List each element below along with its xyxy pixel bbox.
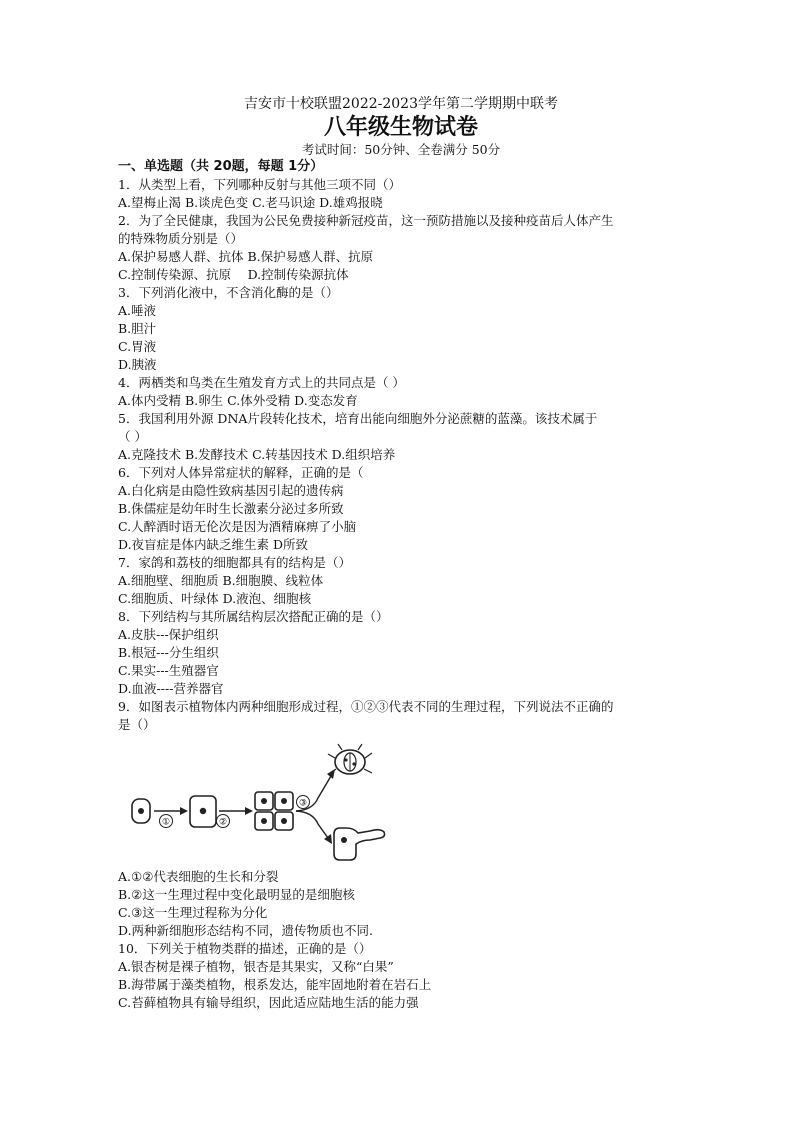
question-option: C.胃液 (118, 339, 157, 354)
question-stem: 7．家鸽和荔枝的细胞都具有的结构是（） (118, 555, 351, 570)
exam-title: 吉安市十校联盟2022-2023学年第二学期期中联考 (244, 96, 558, 112)
question-stem: （ ） (118, 429, 147, 444)
question-option: B.根冠---分生组织 (118, 645, 219, 660)
question-4 (118, 374, 684, 410)
cell-differentiation-figure (118, 736, 388, 864)
question-option: A.细胞壁、细胞质 B.细胞膜、线粒体 (118, 573, 324, 588)
step-label-1: ① (161, 817, 171, 828)
stoma-cell-drawing (328, 744, 372, 774)
question-option: A.①②代表细胞的生长和分裂 (118, 869, 279, 884)
cell-nucleus (261, 818, 267, 824)
cell-nucleus (261, 798, 267, 804)
question-option: C.细胞质、叶绿体 D.液泡、细胞核 (118, 591, 312, 606)
question-option: B.海带属于藻类植物，根系发达，能牢固地附着在岩石上 (118, 977, 432, 992)
question-option: C.苔藓植物具有输导组织，因此适应陆地生活的能力强 (118, 995, 419, 1010)
arrow-head (324, 834, 332, 844)
question-stem: 10．下列关于植物类群的描述，正确的是（） (118, 941, 372, 956)
question-option: A.体内受精 B.卵生 C.体外受精 D.变态发育 (118, 393, 358, 408)
root-hair-cell-drawing (334, 828, 385, 860)
question-option: A.白化病是由隐性致病基因引起的遗传病 (118, 483, 344, 498)
step-label-2: ② (218, 817, 228, 828)
cell-differentiation-diagram (118, 736, 388, 864)
question-1 (118, 176, 684, 212)
question-option: B.②这一生理过程中变化最明显的是细胞核 (118, 887, 355, 902)
cell-nucleus (200, 808, 206, 814)
question-7 (118, 554, 684, 608)
exam-info: 考试时间：50分钟、全卷满分 50分 (301, 142, 501, 157)
question-option: A.保护易感人群、抗体 B.保护易感人群、抗原 (118, 249, 374, 264)
question-option: C.果实---生殖器官 (118, 663, 219, 678)
question-stem: 是（） (118, 717, 156, 732)
question-option: A.望梅止渴 B.谈虎色变 C.老马识途 D.雄鸡报晓 (118, 195, 383, 210)
question-option: D.两种新细胞形态结构不同，遗传物质也不同. (118, 923, 374, 938)
section-heading: 一、单选题（共 20题，每题 1分） (118, 159, 324, 174)
question-2 (118, 212, 684, 284)
question-stem: 6．下列对人体异常症状的解释，正确的是（ (118, 465, 364, 480)
cell-nucleus (138, 808, 144, 814)
question-stem: 4．两栖类和鸟类在生殖发育方式上的共同点是（ ） (118, 375, 405, 390)
question-9 (118, 698, 684, 940)
question-option: D.血液----营养器官 (118, 681, 224, 696)
question-option: D.胰液 (118, 357, 157, 372)
question-option: A.克隆技术 B.发酵技术 C.转基因技术 D.组织培养 (118, 447, 396, 462)
question-stem: 的特殊物质分别是（） (118, 231, 244, 246)
question-stem: 8．下列结构与其所属结构层次搭配正确的是（） (118, 609, 389, 624)
step-label-3: ③ (298, 798, 308, 809)
question-option: A.银杏树是裸子植物，银杏是其果实，又称“白果” (118, 959, 394, 974)
question-option: D.夜盲症是体内缺乏维生素 D所致 (118, 537, 309, 552)
question-option: B.侏儒症是幼年时生长激素分泌过多所致 (118, 501, 344, 516)
question-6 (118, 464, 684, 554)
question-option: C.③这一生理过程称为分化 (118, 905, 268, 920)
question-stem: 5．我国利用外源 DNA片段转化技术，培育出能向细胞外分泌蔗糖的蓝藻。该技术属于 (118, 411, 598, 426)
question-stem: 1．从类型上看，下列哪种反射与其他三项不同（） (118, 177, 401, 192)
question-3 (118, 284, 684, 374)
question-option: A.皮肤---保护组织 (118, 627, 219, 642)
question-stem: 3．下列消化液中，不含消化酶的是（） (118, 285, 339, 300)
question-option: B.胆汁 (118, 321, 157, 336)
question-8 (118, 608, 684, 698)
subject-title: 八年级生物试卷 (323, 115, 478, 140)
question-stem: 9．如图表示植物体内两种细胞形成过程，①②③代表不同的生理过程，下列说法不正确的 (118, 699, 614, 714)
question-5 (118, 410, 684, 464)
question-option: A.唾液 (118, 303, 157, 318)
arrow-head (245, 807, 253, 815)
question-10 (118, 940, 684, 1012)
arrow-head (180, 807, 188, 815)
cell-nucleus (281, 798, 287, 804)
question-option: C.控制传染源、抗原 D.控制传染源抗体 (118, 267, 349, 282)
cell-nucleus (281, 818, 287, 824)
question-stem: 2．为了全民健康，我国为公民免费接种新冠疫苗，这一预防措施以及接种疫苗后人体产生 (118, 213, 614, 228)
process-arrow (296, 811, 328, 838)
exam-page (118, 96, 684, 1012)
question-option: C.人醉酒时语无伦次是因为酒精麻痹了小脑 (118, 519, 357, 534)
